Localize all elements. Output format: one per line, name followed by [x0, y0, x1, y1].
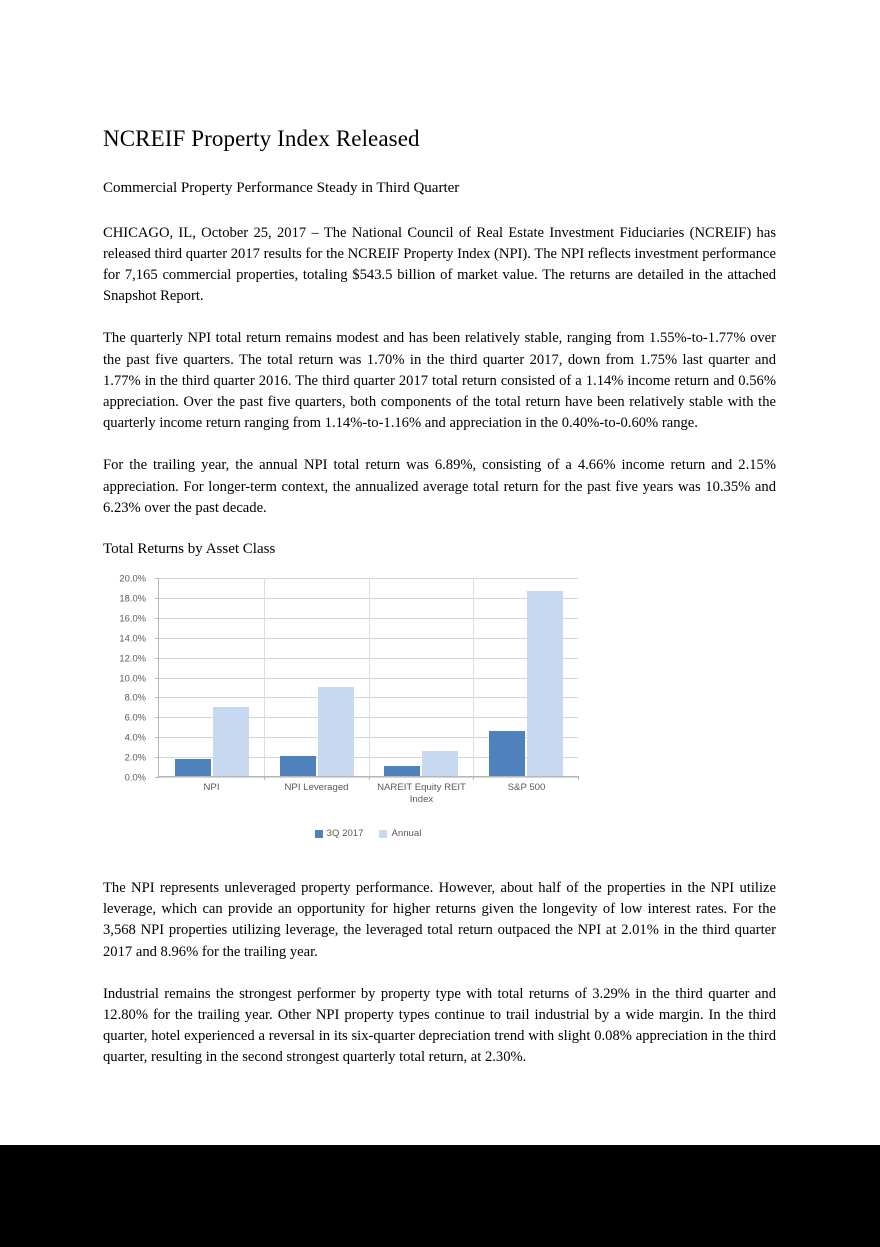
paragraph-leverage: The NPI represents unleveraged property performance. However, about half of the properties in the NPI utilize leverage, which can provide an opportunity for higher returns given the longevity of low interest rates. For the 3,568 NPI properties utilizing leverage, the leveraged total return outpaced the NPI at 2.01% in the third quarter 2017 and 8.96% for the trailing year.	[103, 880, 776, 960]
legend-item	[379, 828, 421, 839]
y-tick-mark	[155, 777, 159, 778]
chart-plot-area	[119, 572, 578, 783]
legend-swatch-icon	[379, 830, 387, 838]
legend-item	[315, 828, 364, 839]
y-tick-label: 0.0%	[124, 771, 146, 783]
y-tick-mark	[155, 618, 159, 619]
x-axis-label: NAREIT Equity REIT Index	[377, 782, 466, 806]
paragraph-intro: CHICAGO, IL, October 25, 2017 – The National Council of Real Estate Investment Fiduciaries (NCREIF) has released third quarter 2017 results for the NCREIF Property Index (NPI). The NPI reflects investment performance for 7,165 commercial properties, totaling $543.5 billion of market value. The returns are detailed in the attached Snapshot Report.	[103, 224, 776, 305]
document-subtitle: Commercial Property Performance Steady in Third Quarter	[103, 179, 460, 196]
y-tick-mark	[155, 737, 159, 738]
x-tick-mark	[578, 776, 579, 780]
legend-label: Annual	[391, 828, 422, 840]
y-tick-label: 10.0%	[119, 671, 146, 683]
bar-group	[370, 578, 475, 776]
y-tick-label: 14.0%	[119, 632, 146, 644]
legend-swatch-icon	[315, 830, 323, 838]
bar	[384, 766, 420, 776]
bar	[175, 759, 211, 776]
y-tick-label: 18.0%	[119, 592, 146, 604]
paragraph-quarterly-returns: The quarterly NPI total return remains modest and has been relatively stable, ranging from 1.55%-to-1.77% over the past five quarters. The total return was 1.70% in the third quarter 2017, down from 1.75% last quarter and 1.77% in the third quarter 2016. The third quarter 2017 total return consisted of a 1.14% income return and 0.56% appreciation. Over the past five quarters, both components of the total return have been relatively stable with the quarterly income return ranging from 1.14%-to-1.16% and appreciation in the 0.40%-to-0.60% range.	[103, 330, 776, 432]
page-title: NCREIF Property Index Released	[103, 126, 420, 151]
x-tick-mark	[473, 776, 474, 780]
y-tick-label: 12.0%	[119, 651, 146, 663]
y-tick-label: 4.0%	[124, 731, 146, 743]
x-axis-label: NPI Leveraged	[284, 782, 349, 794]
y-tick-label: 20.0%	[119, 572, 146, 584]
y-tick-mark	[155, 578, 159, 579]
y-tick-mark	[155, 638, 159, 639]
bar	[422, 751, 458, 776]
x-axis-label: NPI	[203, 782, 220, 794]
y-tick-mark	[155, 678, 159, 679]
chart-x-axis-labels	[159, 782, 579, 806]
bar	[213, 707, 249, 776]
bar	[280, 756, 316, 776]
chart-bar-groups	[160, 578, 578, 776]
total-returns-bar-chart	[103, 570, 603, 860]
y-tick-label: 16.0%	[119, 612, 146, 624]
paragraph-industrial: Industrial remains the strongest performer by property type with total returns of 3.29% in the third quarter and 12.80% for the trailing year. Other NPI property types continue to trail industrial by a wide margin. In the third quarter, hotel experienced a reversal in its six-quarter depreciation trend with slight 0.08% appreciation in the third quarter, resulting in the second strongest quarterly total return, at 2.30%.	[103, 985, 776, 1066]
bar-group	[474, 578, 578, 776]
y-tick-mark	[155, 697, 159, 698]
y-tick-mark	[155, 658, 159, 659]
chart-legend	[158, 828, 578, 839]
y-tick-mark	[155, 757, 159, 758]
bar-group	[160, 578, 265, 776]
y-tick-mark	[155, 598, 159, 599]
bottom-letterbox-band	[0, 1145, 880, 1247]
bar-group	[265, 578, 370, 776]
section-heading-total-returns: Total Returns by Asset Class	[103, 541, 276, 558]
paragraph-trailing-year: For the trailing year, the annual NPI total return was 6.89%, consisting of a 4.66% income return and 2.15% appreciation. For longer-term context, the annualized average total return for the past five years was 10.35% and 6.23% over the past decade.	[103, 457, 776, 516]
bar	[489, 731, 525, 776]
y-tick-mark	[155, 717, 159, 718]
y-tick-label: 2.0%	[124, 751, 146, 763]
x-tick-mark	[369, 776, 370, 780]
x-tick-mark	[264, 776, 265, 780]
bar	[527, 591, 563, 776]
x-axis-label: S&P 500	[507, 782, 546, 794]
y-tick-label: 8.0%	[124, 691, 146, 703]
legend-label: 3Q 2017	[326, 828, 364, 840]
y-tick-label: 6.0%	[124, 711, 146, 723]
bar	[318, 687, 354, 776]
document-content	[103, 125, 776, 1090]
